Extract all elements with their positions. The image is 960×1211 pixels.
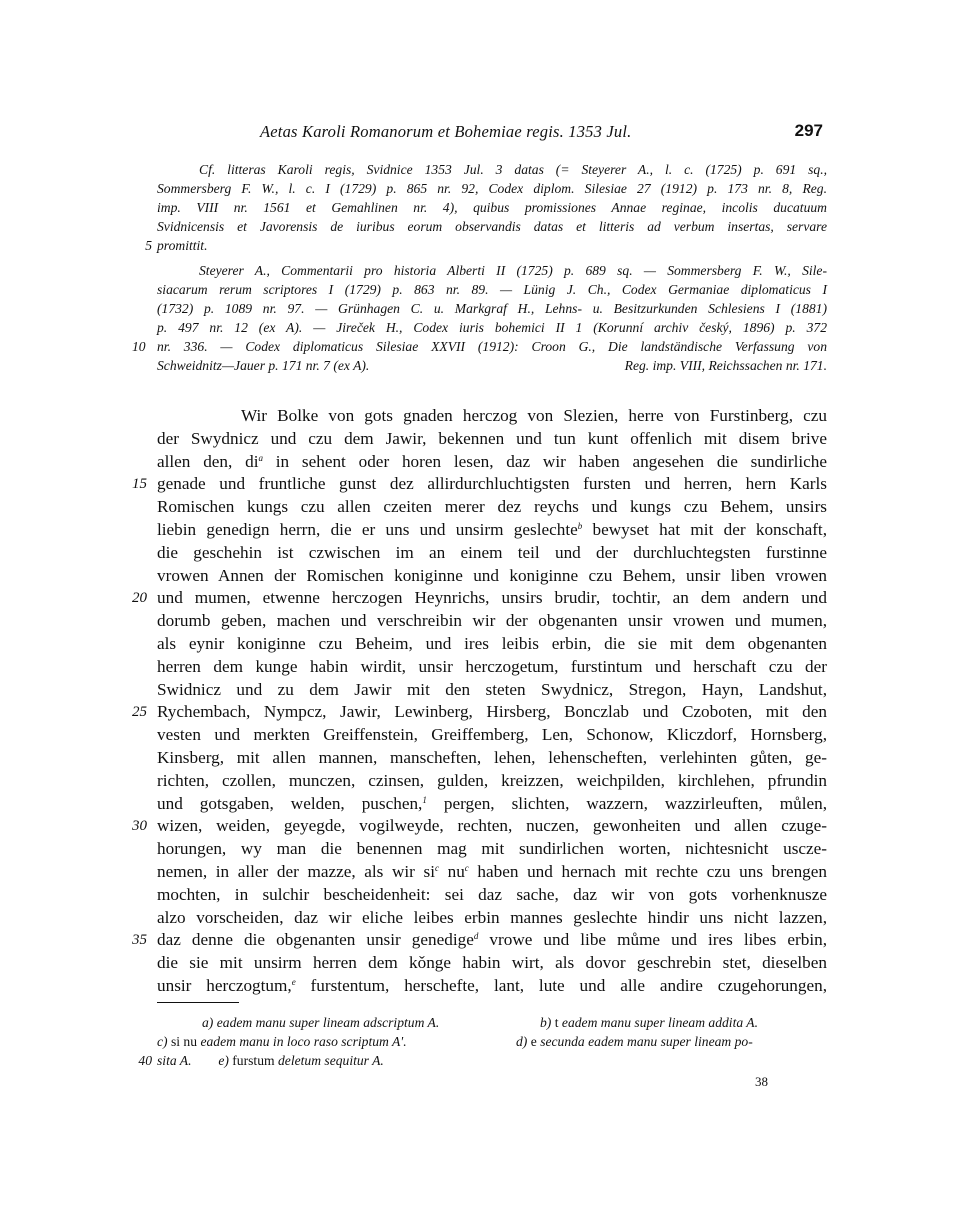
charter-text [132, 405, 827, 998]
note-text: nr. 336. — Codex diplomaticus Silesiae XXVII (1912): Croon G., Die landständische Verfassung von [157, 339, 827, 354]
line-number: 35 [132, 932, 147, 949]
line-number: 25 [132, 704, 147, 721]
text-line: 30 wizen, weiden, geyegde, vogilweyde, rechten, nuczen, gewonheiten und allen czuge- [157, 815, 827, 838]
text-line: Wir Bolke von gots gnaden herczog von Slezien, herre von Furstinberg, czu [241, 406, 827, 425]
text-line: Romischen kungs czu allen czeiten merer dez reychs und kungs czu Behem, unsirs [157, 497, 827, 517]
note-line [157, 280, 827, 299]
footnote-c: c) si nu eadem manu in loco raso scriptum A'. [157, 1034, 407, 1049]
note-line [145, 236, 827, 255]
page-number: 297 [794, 121, 823, 140]
text-line: vesten und merkten Greiffenstein, Greiffemberg, Len, Schonow, Kliczdorf, Hornsberg, [157, 725, 827, 745]
footnote-a: a) eadem manu super lineam adscriptum A. [202, 1015, 440, 1030]
text-line: liebin genedign herrn, die er uns und unsirm geslechte$^b$ bewyset hat mit der konschaft, [157, 519, 827, 539]
text-line: die geschehin ist czwischen im an einem teil und der durchluchtegsten furstinne [157, 542, 827, 562]
text-line: horungen, wy man die benennen mag mit sundirlichen worten, nichtesnicht uscze- [157, 839, 827, 859]
note-text: (1732) p. 1089 nr. 97. — Grünhagen C. u. Markgraf H., Lehns- u. Besitzurkunden Schlesiens I (1881) [157, 301, 827, 316]
text-line: richten, czollen, munczen, czinsen, gulden, kreizzen, weichpilden, kirchlehen, pfrundin [157, 770, 827, 790]
footnote-rule [157, 1002, 239, 1003]
note-line [157, 160, 827, 179]
editorial-notes [132, 160, 827, 375]
text-line: dorumb geben, machen und verschreibin wir der obgenanten unsir vrowen und mumen, [157, 611, 827, 631]
note-text: Cf. litteras Karoli regis, Svidnice 1353 Jul. 3 datas (= Steyerer A., l. c. (1725) p. 691 sq., [199, 162, 827, 177]
note-text: promittit. [157, 238, 208, 253]
text-line: nemen, in aller der mazze, als wir $si^c$ $nu^c$ haben und hernach mit rechte czu uns brengen [157, 861, 827, 881]
note-text: siacarum rerum scriptores I (1729) p. 863 nr. 89. — Lünig J. Ch., Codex Germaniae diplomaticus I [157, 282, 827, 297]
text-line: vrowen Annen der Romischen koniginne und koniginne czu Behem, unsir liben vrowen [157, 565, 827, 585]
text-line: 15 genade und fruntliche gunst dez allirdurchluchtigsten fursten und herren, hern Karls [157, 473, 827, 496]
note-line [132, 337, 827, 356]
note-line [157, 356, 827, 375]
footnotes [138, 1013, 827, 1070]
running-header [155, 118, 825, 146]
footnote-mark: c [434, 862, 439, 873]
text-line: mochten, in sulchir bescheidenheit: sei daz sache, daz wir von gots vorhenknusze [157, 884, 827, 904]
sheet-signature: 38 [755, 1074, 768, 1089]
line-number: 20 [132, 590, 147, 607]
text-line: unsir herczogtum,$^e$ furstentum, herschefte, lant, lute und alle andire czugehorungen, [157, 975, 827, 995]
footnote-mark: b [577, 520, 583, 531]
note-text: Svidnicensis et Javorensis de iuribus eorum observandis datas et litteris ad verbum insertas, servare [157, 219, 827, 234]
text-line: allen den, $di^a$ in sehent oder horen lesen, daz wir haben angesehen die sundirliche [157, 451, 827, 471]
line-number: 30 [132, 818, 147, 835]
text-line: Kinsberg, mit allen mannen, manscheften, lehen, lehenscheften, verlehinten gůten, ge- [157, 747, 827, 767]
text-line: der Swydnicz und czu dem Jawir, bekennen und tun kunt offenlich mit disem brive [157, 428, 827, 448]
footnote-e: e) furstum deletum sequitur A. [218, 1053, 384, 1068]
note-line [157, 318, 827, 337]
line-number: 10 [132, 339, 146, 354]
note-line [157, 217, 827, 236]
footnote-d-cont: sita A. [157, 1053, 192, 1068]
note-line [157, 198, 827, 217]
regesta-reference: Reg. imp. VIII, Reichssachen nr. 171. [624, 358, 827, 373]
footnote-line [157, 1032, 827, 1051]
footnote-d: d) e secunda eadem manu super lineam po- [516, 1034, 753, 1049]
footnote-mark: 1 [422, 794, 427, 805]
note-text: Steyerer A., Commentarii pro historia Alberti II (1725) p. 689 sq. — Sommersberg F. W., Sile- [199, 263, 827, 278]
note-text: p. 497 nr. 12 (ex A). — Jireček H., Codex iuris bohemici II 1 (Korunní archiv český, 1896) p. 372 [157, 320, 827, 335]
text-line: und gotsgaben, welden, puschen,$^1$ pergen, slichten, wazzern, wazzirleuften, můlen, [157, 793, 827, 813]
text-line: 25 Rychembach, Nympcz, Jawir, Lewinberg, Hirsberg, Bonczlab und Czoboten, mit den [157, 701, 827, 724]
text-line: die sie mit unsirm herren dem kǒnge habin wirt, als dovor geschrebin stet, dieselben [157, 953, 827, 973]
text-line: 35 daz denne die obgenanten unsir genedige$^d$ vrowe und libe můme und ires libes erbin, [157, 929, 827, 952]
note-line [157, 179, 827, 198]
line-number: 5 [145, 238, 152, 253]
running-title: Aetas Karoli Romanorum et Bohemiae regis. 1353 Jul. [260, 122, 632, 141]
note-line [157, 261, 827, 280]
text-line: Swidnicz und zu dem Jawir mit den steten Swydnicz, Stregon, Hayn, Landshut, [157, 679, 827, 699]
note-text: Sommersberg F. W., l. c. I (1729) p. 865 nr. 92, Codex diplom. Silesiae 27 (1912) p. 173 nr. 8, Reg. [157, 181, 827, 196]
footnote-b: b) t eadem manu super lineam addita A. [540, 1015, 759, 1030]
footnote-mark: d [473, 931, 479, 942]
footnote-mark: c [464, 862, 469, 873]
text-line: als eynir koniginne czu Beheim, und ires leibis erbin, die sie mit dem obgenanten [157, 633, 827, 653]
footnote-mark: a [258, 452, 263, 463]
note-text: Schweidnitz—Jauer p. 171 nr. 7 (ex A). [157, 358, 370, 373]
note-line [157, 299, 827, 318]
footnote-mark: e [291, 976, 296, 987]
text-line: herren dem kunge habin wirdit, unsir herczogetum, furstintum und herschaft czu der [157, 656, 827, 676]
footnote-line [157, 1013, 827, 1032]
text-line: 20 und mumen, etwenne herczogen Heynrichs, unsirs brudir, tochtir, an dem andern und [157, 587, 827, 610]
line-number: 40 [138, 1053, 152, 1068]
note-text: imp. VIII nr. 1561 et Gemahlinen nr. 4), quibus promissiones Annae reginae, incolis ducatuum [157, 200, 827, 215]
line-number: 15 [132, 476, 147, 493]
text-line: alzo vorscheiden, daz wir eliche leibes erbin mannes geslechte hindir uns nicht lazzen, [157, 907, 827, 927]
footnote-line [138, 1051, 827, 1070]
